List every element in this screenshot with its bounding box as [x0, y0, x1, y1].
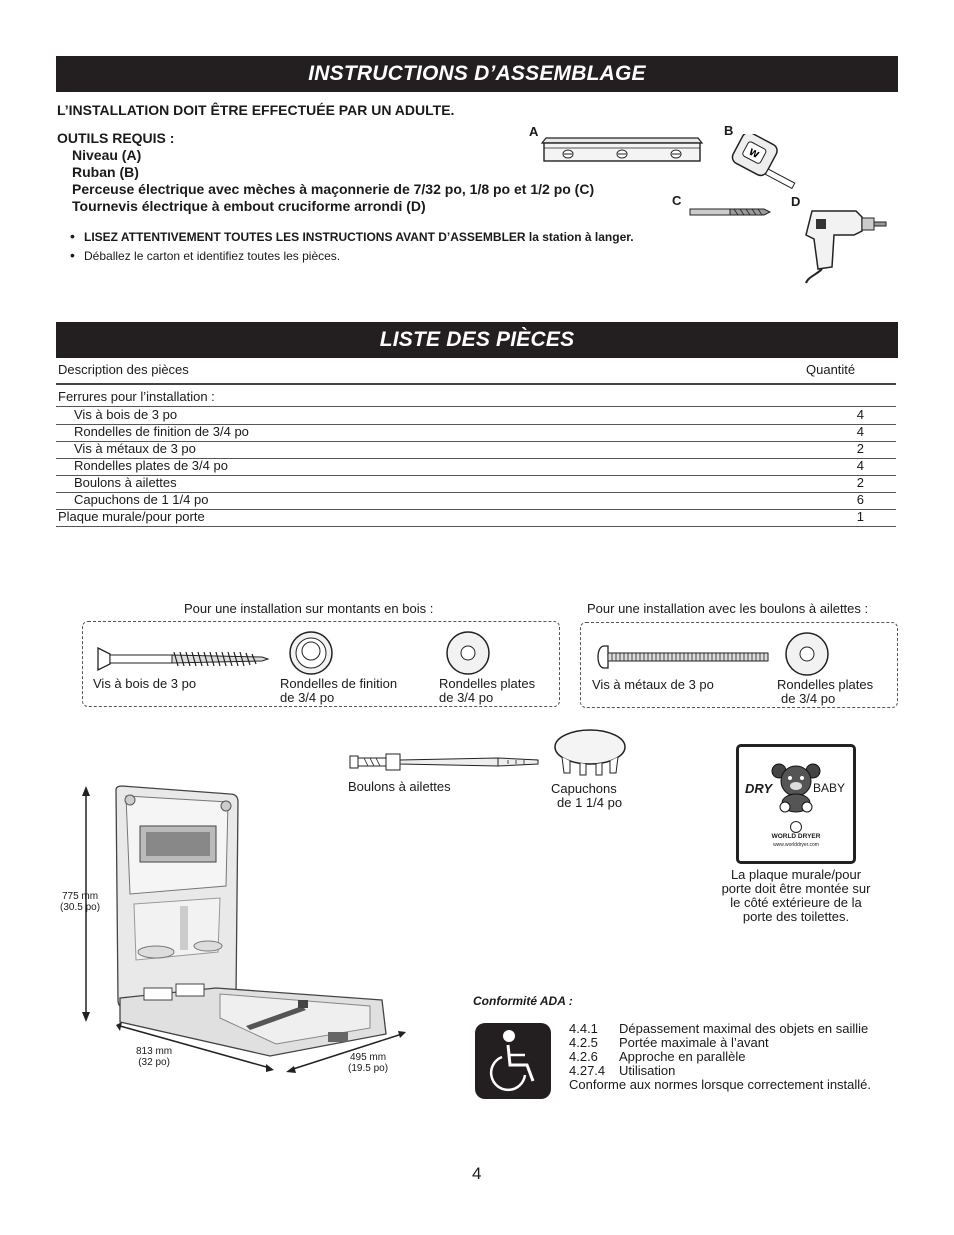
wood-install-heading: Pour une installation sur montants en bois :	[184, 601, 434, 616]
tools-section	[57, 130, 594, 215]
width-dimension: 813 mm (32 po)	[136, 1046, 173, 1068]
power-drill-icon	[796, 205, 888, 285]
part-qty: 4	[856, 407, 864, 422]
part-label: Vis à bois de 3 po	[74, 407, 178, 422]
toggle-bolt-label: Boulons à ailettes	[348, 779, 451, 794]
bullet-item: • Déballez le carton et identifiez toutes les pièces.	[70, 247, 341, 263]
table-row	[56, 475, 896, 493]
tool-item: Perceuse électrique avec mèches à maçonnerie de 7/32 po, 1/8 po et 1/2 po (C)	[72, 181, 595, 197]
maker-url: www.worlddryer.com	[773, 842, 819, 848]
ada-item: 4.2.5 Portée maximale à l’avant	[569, 1035, 769, 1050]
flat-washer-label: Rondelles plates de 3/4 po	[439, 676, 536, 705]
bullet-item: • LISEZ ATTENTIVEMENT TOUTES LES INSTRUCTIONS AVANT D’ASSEMBLER la station à langer.	[70, 228, 634, 244]
brand-dry: DRY	[745, 781, 773, 796]
hardware-heading: Ferrures pour l’installation :	[58, 389, 215, 404]
machine-screw-icon	[594, 644, 770, 670]
part-qty: 4	[856, 458, 864, 473]
part-qty: 2	[856, 475, 864, 490]
table-row	[56, 458, 896, 476]
depth-dimension: 495 mm (19.5 po)	[348, 1052, 389, 1074]
table-row	[56, 509, 896, 527]
cap-icon	[552, 727, 628, 777]
part-label: Capuchons de 1 1/4 po	[74, 492, 209, 507]
tool-item: Ruban (B)	[72, 164, 139, 180]
tools-heading: OUTILS REQUIS :	[57, 130, 175, 146]
bullet-dot-icon: •	[70, 247, 75, 263]
wood-screw-icon	[94, 644, 270, 674]
col-description-header: Description des pièces	[58, 362, 189, 377]
header-rule	[56, 383, 896, 385]
part-label: Plaque murale/pour porte	[58, 509, 205, 524]
finish-washer-label: Rondelles de finition de 3/4 po	[280, 676, 398, 705]
cap-label: Capuchons de 1 1/4 po	[551, 781, 623, 810]
part-qty: 1	[856, 509, 864, 524]
part-qty: 6	[856, 492, 864, 507]
adult-notice: L’INSTALLATION DOIT ÊTRE EFFECTUÉE PAR UN ADULTE.	[57, 102, 455, 118]
page-number: 4	[472, 1164, 482, 1183]
tool-letter-d: D	[791, 194, 801, 209]
part-qty: 4	[856, 424, 864, 439]
table-row	[56, 441, 896, 459]
bullet-dot-icon: •	[70, 228, 75, 244]
maker-name: WORLD DRYER	[771, 833, 821, 840]
ada-heading: Conformité ADA :	[473, 994, 573, 1008]
finish-washer-icon	[288, 630, 334, 676]
machine-screw-label: Vis à métaux de 3 po	[592, 677, 714, 692]
ada-list	[569, 1022, 871, 1092]
assembly-title: INSTRUCTIONS D’ASSEMBLAGE	[308, 62, 646, 85]
ada-item: 4.2.6 Approche en parallèle	[569, 1049, 746, 1064]
tool-item: Niveau (A)	[72, 147, 142, 163]
tape-measure-icon	[728, 134, 804, 190]
wheelchair-icon	[475, 1023, 551, 1099]
parts-title: LISTE DES PIÈCES	[379, 328, 575, 351]
tool-letter-a: A	[529, 124, 539, 139]
table-row	[56, 424, 896, 442]
assembly-bullets	[70, 227, 634, 265]
drill-bit-icon	[688, 205, 772, 219]
plate-note: La plaque murale/pour porte doit être montée sur le côté extérieure de la porte des toilettes.	[721, 867, 871, 924]
col-quantity-header: Quantité	[806, 362, 856, 377]
world-dryer-logo-icon	[790, 821, 802, 833]
tool-letter-c: C	[672, 193, 682, 208]
table-row	[56, 389, 896, 407]
flat-washer-icon	[784, 631, 830, 677]
wood-screw-label: Vis à bois de 3 po	[93, 676, 197, 691]
part-qty: 2	[856, 441, 864, 456]
wall-plate-sign	[736, 744, 856, 864]
ada-item: 4.27.4 Utilisation	[569, 1063, 676, 1078]
ada-item: 4.4.1 Dépassement maximal des objets en saillie	[569, 1021, 869, 1036]
toggle-bolt-icon	[348, 750, 544, 776]
ada-footer: Conforme aux normes lorsque correctement installé.	[569, 1077, 872, 1092]
flat-washer-label: Rondelles plates de 3/4 po	[777, 677, 874, 706]
tool-item: Tournevis électrique à embout cruciforme arrondi (D)	[72, 198, 426, 214]
level-icon	[540, 134, 704, 166]
parts-title-banner	[56, 322, 898, 358]
flat-washer-icon	[445, 630, 491, 676]
height-dimension: 775 mm (30.5 po)	[60, 891, 101, 913]
part-label: Rondelles plates de 3/4 po	[74, 458, 228, 473]
table-row	[56, 492, 896, 510]
assembly-title-banner	[56, 56, 898, 92]
tools-list	[57, 147, 594, 215]
toggle-install-heading: Pour une installation avec les boulons à ailettes :	[587, 601, 869, 616]
part-label: Vis à métaux de 3 po	[74, 441, 196, 456]
changing-station-illustration	[70, 782, 420, 1078]
part-label: Boulons à ailettes	[74, 475, 177, 490]
part-label: Rondelles de finition de 3/4 po	[74, 424, 249, 439]
brand-baby: BABY	[813, 781, 846, 795]
table-row	[56, 407, 896, 425]
svg-text:W: W	[746, 147, 761, 162]
tool-letter-b: B	[724, 123, 734, 138]
